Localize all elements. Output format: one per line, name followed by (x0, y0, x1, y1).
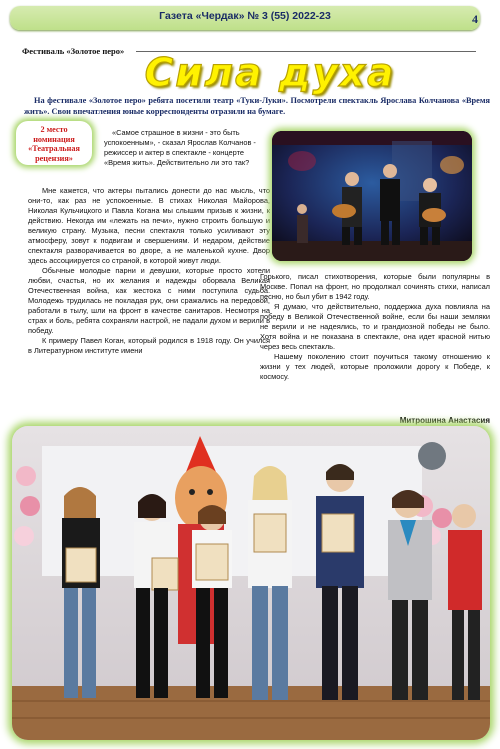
badge-category-1: «Театральная (28, 144, 80, 153)
quote-paragraph (104, 128, 270, 168)
badge-category-2: рецензия» (35, 153, 73, 163)
right-paragraph: Я думаю, что действительно, поддержка духа повлияла на победу в Великой Отечественной войне, если бы наши земляки не верили и не надеялись, то и грандиозной победы не было. Хотя война и не показана в спектакле, она идет красной нитью через весь спектакль. (260, 302, 490, 351)
award-ceremony-photo (12, 426, 490, 740)
award-badge (16, 121, 92, 165)
newspaper-header (10, 6, 480, 30)
left-column (28, 186, 270, 356)
stage-photo-illustration (272, 131, 472, 261)
left-paragraph: К примеру Павел Коган, который родился в 1918 году. Он учился в Литературном институте имени (28, 336, 270, 355)
article-title: Сила духа (144, 51, 396, 96)
theatre-stage-photo (272, 131, 472, 261)
right-column (260, 272, 490, 382)
left-paragraph: Обычные молодые парни и девушки, которые просто хотели любви, счастья, но их желания и надежды оборвала Великая Отечественная война, как жестока с ними поступила судьба. Молодежь трудилась не покладая рук, они сражались на передовой, работали в тылу, шли на фронт в качестве санитаров. Несмотря на страх и боль, ребята сохраняли настрой, не падали духом и верили в победу. (28, 266, 270, 335)
badge-nomination: номинация (33, 134, 75, 144)
page-number: 4 (472, 12, 478, 26)
festival-label: Фестиваль «Золотое перо» (22, 46, 125, 56)
left-paragraph: Мне кажется, что актеры пытались донести до нас мысль, что они-то, как раз не успокоенные. В стихах Николая Майорова, Николая Кульчицкого и Павла Когана мы слышим призыв к жизни, к действию. Некогда им «лежать на печи», нужно строить большую и великую страну. Музыка, песни спектакля только усиливают эту атмосферу, зовут к подвигам и свершениям. И недаром, действие спектакля разворачивается во дворе, а не маленькой кухне. Двор здесь ассоциируется со страной, в которой живут люди. (28, 186, 270, 265)
quote-text: «Самое страшное в жизни - это быть успокоенным», - сказал Ярослав Колчанов - режиссер и актер в спектакле - концерте «Время жить». Действительно ли это так? (104, 128, 256, 167)
right-paragraph: Горького, писал стихотворения, которые были популярны в Москве. Попал на фронт, но продолжал сочинять стихи, написал песню, но был убит в 1942 году. (260, 272, 490, 301)
article-author: Митрошина Анастасия (399, 416, 490, 425)
badge-place: 2 место (40, 125, 68, 134)
right-paragraph: Нашему поколению стоит поучиться такому отношению к жизни у тех людей, которые проложили дорогу к Победе, к космосу. (260, 352, 490, 381)
ceremony-photo-illustration (12, 426, 490, 740)
article-lead: На фестивале «Золотое перо» ребята посетили театр «Туки-Луки». Посмотрели спектакль Ярослава Колчанова «Время жить». Свои впечатления юные корреспонденты отразили на бумаге. (24, 96, 490, 116)
newspaper-title: Газета «Чердак» № 3 (55) 2022-23 (159, 10, 331, 22)
